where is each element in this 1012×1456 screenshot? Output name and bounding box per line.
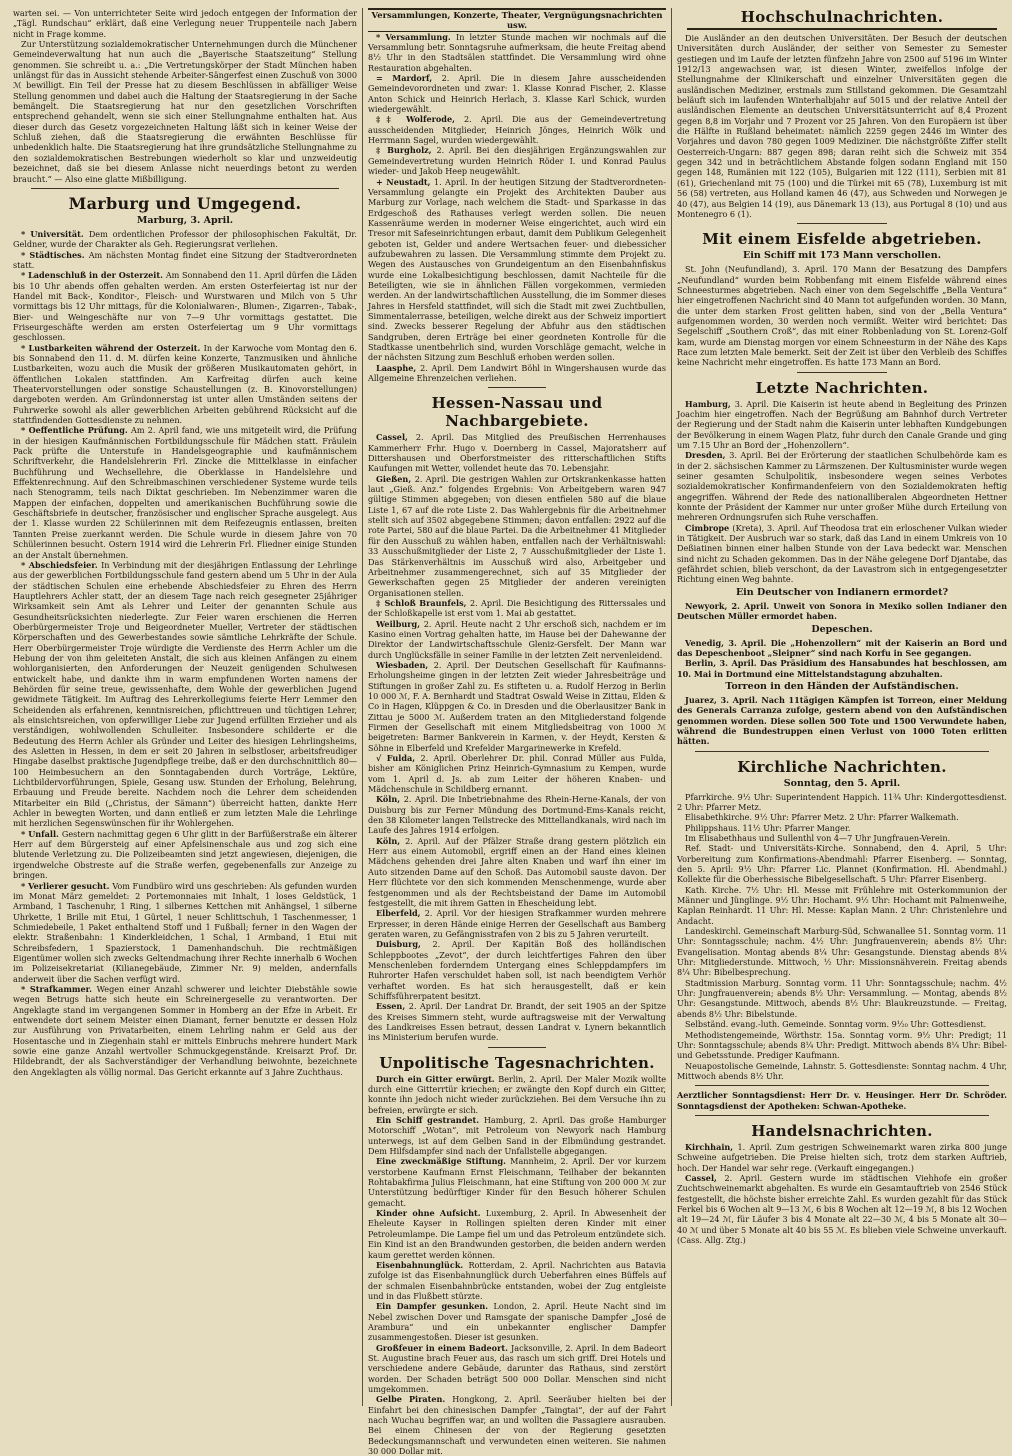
- sonntag-date: Sonntag, den 5. April.: [783, 777, 901, 789]
- item-keyword: * Strafkammer.: [21, 983, 97, 994]
- divider: [695, 1115, 989, 1116]
- item-text: Luxemburg, 2. April. In Abwesenheit der Eheleute Kayser in Rollingen spielten deren Kinder mit einer Petroleumlampe. Die Lampe fiel um und das Petroleum entzündete sich. Ein Kind ist an den Brandwunden gestorben, die beiden andern werden kaum gerettet werden können.: [368, 1208, 667, 1260]
- item-keyword: √ Fulda,: [376, 753, 421, 764]
- dateline: Marburg, 3. April.: [136, 214, 234, 226]
- news-item: [368, 474, 666, 598]
- item-keyword: * Ladenschluß in der Osterzeit.: [21, 270, 166, 281]
- news-item: [13, 881, 357, 984]
- item-text: (Kreta), 3. April. Auf Theodosa trat ein erloschener Vulkan wieder in Tätigkeit. Der Ausbruch war so stark, daß das Land in einem Umkreis von 10 Deßiatinen binnen einer halben Stunde von der Lava bedeckt war. Menschen sind nicht zu Schaden gekommen. Das in der Nähe gelegene Dorf Djantabe, das gefährdet schien, blieb verschont, da der Lavastrom sich in entgegengesetzter Richtung einen Weg bahnte.: [677, 522, 1007, 585]
- item-keyword: ‡ Burgholz,: [376, 145, 437, 156]
- item-text: Am Sonnabend den 11. April dürfen die Läden bis 10 Uhr abends offen gehalten werden. Am ersten Osterfeiertag ist nur der Handel mit Back-, Konditor-, Fleisch- und Wurstwaren und Milch von 5 Uhr vormittags bis 12 Uhr mittags, für die Kolonialwaren-, Blumen-, Zigarren-, Tabak-, Bier- und Weingeschäfte nur von 7—9 Uhr vormittags gestattet. Die Friseurgeschäfte werden am ersten Osterfeiertag um 9 Uhr vormittags geschlossen.: [13, 270, 357, 343]
- news-item: [677, 523, 1007, 585]
- news-item: [13, 229, 357, 250]
- section-title-marburg: Marburg und Umgegend.: [68, 193, 302, 213]
- church-service-item: Pfarrkirche. 9½ Uhr: Superintendent Happich. 11¾ Uhr: Kindergottesdienst. 2 Uhr: Pfarrer Metz.: [677, 791, 1007, 812]
- item-keyword: Wiesbaden,: [376, 659, 434, 670]
- item-keyword: Cimbrope: [685, 522, 733, 533]
- item-keyword: Duisburg,: [376, 939, 433, 950]
- news-item: [368, 1208, 666, 1260]
- daily-news-list: [368, 1074, 666, 1456]
- church-service-item: Stadtmission Marburg. Sonntag vorm. 11 Uhr: Sonntagsschule; nachm. 4½ Uhr: Jungfrauenverein; abends 8½ Uhr: Versammlung. — Montag, abends 8½ Uhr: Gesangstunde. Mittwoch, abends 8½ Uhr: Blaukreuzstunde. — Freitag, abends 8½ Uhr: Bibelstunde.: [677, 977, 1007, 1019]
- item-text: Berlin, 3. April. Das Präsidium des Hansabundes hat beschlossen, am 10. Mai in Dortmund eine Mittelstandstagung abzuhalten.: [677, 658, 1007, 679]
- item-keyword: Großfeuer in einem Badeort.: [376, 1342, 512, 1353]
- item-keyword: ‡ Schloß Braunfels,: [376, 597, 470, 608]
- item-keyword: * Versammlung.: [376, 31, 456, 42]
- item-text: 3. April. Die Kaiserin ist heute abend in Begleitung des Prinzen Joachim hier eingetroffen. Nach der Begrüßung am Bahnhof durch Vertreter der Regierung und der Stadt nahm die Kaiserin unter lebhaften Kundgebungen der Bevölkerung in einem Wagen Platz, fuhr durch den Canale Grande und ging um 7.15 Uhr an Bord der „Hohenzollern“.: [677, 398, 1007, 450]
- news-item: [368, 1115, 666, 1156]
- column-middle: [362, 8, 671, 1456]
- section-title-letzte: Letzte Nachrichten.: [755, 378, 929, 397]
- item-keyword: Ein Schiff gestrandet.: [376, 1115, 484, 1126]
- item-keyword: = Mardorf,: [376, 73, 442, 84]
- item-keyword: Eine zweckmäßige Stiftung.: [376, 1156, 511, 1167]
- divider: [488, 1047, 546, 1048]
- news-item: [368, 836, 666, 908]
- depeschen-heading: Depeschen.: [811, 623, 873, 635]
- news-item: [368, 32, 666, 73]
- hessen-news-list: [368, 432, 666, 1042]
- item-text: Berlin, 2. April. Der Maler Mozik wollte durch eine Gitterrtür kriechen; er zwängte den Kopf durch ein Gitter, konnte ihn jedoch nicht wieder zurückziehen. Bei dem Versuche ihn zu befreien, erwürgte er sich.: [368, 1073, 666, 1115]
- latest-news-list: [677, 399, 1007, 585]
- item-keyword: * Städtisches.: [21, 249, 89, 260]
- section-title-tagesnachrichten: Unpolitische Tagesnachrichten.: [379, 1053, 655, 1072]
- item-text: London, 2. April. Heute Nacht sind im Nebel zwischen Dover und Ramsgate der spanische Dampfer „José de Arambura“ und ein unbekannter englischer Dampfer zusammengestoßen. Dieser ist gesunken.: [368, 1301, 667, 1343]
- item-text: 2. April. Oberlehrer Dr. phil. Conrad Müller aus Fulda, bisher am Königlichen Prinz Heinrich-Gymnasium zu Kempen, wurde vom 1. April d. Js. ab zum Leiter der höheren Knaben- und Mädchenschule in Schildberg ernannt.: [368, 753, 666, 795]
- news-item: [368, 1301, 666, 1342]
- news-item: [368, 908, 666, 939]
- item-text: 2. April. Der Deutschen Gesellschaft für Kaufmanns-Erholungsheime gingen in der letzten Zeit wieder Jahresbeiträge und Stiftungen in großer Zahl zu. Es stifteten u. a. Rudolf Herzog in Berlin 10 000 ℳ, F. A. Bernhardt und Stadtrat Oswald Weise in Zittau, Elden & Co in Hagen, Klüppgen & Co. in Dresden und die Oberlausitzer Bank in Zittau je 5000 ℳ. Außerdem traten an den Mitgliederstand folgende Firmen der Gesellschaft mit einem Mitgliedsbeitrag von 1000 ℳ beigetreten: Barmer Bankverein in Karmen, v. der Heydt, Kersten & Söhne in Elberfeld und Krefelder Margarinewerke in Krefeld.: [368, 659, 667, 753]
- item-keyword: Eisenbahnunglück.: [376, 1259, 469, 1270]
- news-item: [13, 425, 357, 559]
- item-text: 2. April. Der Kapitän Boß des holländischen Schleppbootes „Zevot“, der durch leichtfertiges Fahren den über Menschenleben forderndem Untergang eines Schleppdampfers im Ruhrorter Hafen verschuldet haben soll, ist nach beendigtem Verhör verhaftet worden. Es hat sich herausgestellt, daß er kein Schiffsführerpatent besitzt.: [368, 939, 666, 1001]
- item-keyword: Gelbe Piraten.: [376, 1394, 453, 1405]
- item-text: Vom Fundbüro wird uns geschrieben: Als gefunden wurden im Monat März gemeldet: 2 Portemonnaies mit Inhalt, 1 loses Geldstück, 1 Armband, 1 Taschenuhr, 1 Ring, 1 silbernes Kettchen mit Anhängsel, 1 silberne Uhrkette, 1 Brille mit Etui, 1 Gürtel, 1 neuer Schlittschuh, 1 Taschenmesser, 1 Schmiedebeile, 1 Paket enthaltend Stoff und 1 Fußball; ferner in den Wagen der elektr. Straßenbahn: 1 Kinderkleidchen, 1 Schal, 1 Armband, 1 Etui mit Schreibsfedern, 1 Spazierstock, 1 Damenhandschuh. Die rechtmäßigen Eigentümer wollen sich zwecks Geltendmachung ihrer Rechte innerhalb 6 Wochen im Polizeisekretariat (Kilianegebäude, Zimmer Nr. 9) melden, andernfalls anderweit über die Sachen verfügt wird.: [13, 880, 358, 984]
- item-keyword: * Verlierer gesucht.: [21, 880, 113, 891]
- item-text: In letzter Stunde machen wir nochmals auf die Versammlung betr. Sonntagsruhe aufmerksam, die heute Freitag abend 8½ Uhr in den Stadtsälen stattfindet. Die Versammlung wird ohne Restauration abgehalten.: [368, 31, 666, 73]
- item-keyword: * Lustbarkeiten während der Osterzeit.: [21, 342, 204, 353]
- item-text: Am nächsten Montag findet eine Sitzung der Stadtverordneten statt.: [13, 249, 357, 270]
- section-title-hochschul: Hochschulnachrichten.: [740, 8, 944, 26]
- divider: [797, 223, 887, 224]
- depesche-item: [677, 658, 1007, 679]
- church-services-list: [677, 792, 1007, 1082]
- divider: [797, 372, 887, 373]
- section-title-kirchlich: Kirchliche Nachrichten.: [737, 757, 947, 776]
- item-text: 2. April. Die aus der Gemeindevertretung ausscheidenden Mitglieder, Heinrich Jönges, Heinrich Wölk und Herrmann Sagel, wurden wiedergewählt.: [368, 114, 666, 146]
- item-text: Jacksonville, 2. April. In dem Badeort St. Augustine brach Feuer aus, das rasch um sich griff. Drei Hotels und verschiedene andere Gebäude, darunter das Rathaus, sind zerstört worden. Der Schaden beträgt 500 000 Dollar. Menschen sind nicht umgekommen.: [368, 1342, 666, 1394]
- church-service-item: Neuapostolische Gemeinde, Lahnstr. 5. Gottesdienste: Sonntag nachm. 4 Uhr, Mittwoch abends 8½ Uhr.: [677, 1060, 1007, 1081]
- section-title-handel: Handelsnachrichten.: [751, 1121, 933, 1140]
- eisfeld-paragraph: St. John (Neufundland), 3. April. 170 Mann der Besatzung des Dampfers „Neufundland“ wurden beim Robbenfang mit einem Eisfelde während eines Schneesturmes abgetrieben. Nach einer von dem Segelschiffe „Bella Ventura“ hier eingetroffenen Nachricht sind 40 Mann tot aufgefunden worden. 30 Mann, die unter dem starken Frost gelitten haben, sind von der „Bella Ventura“ aufgenommen worden, 30 werden noch vermißt. Weiter wird berichtet: Das Segelschiff „Southern Croß“, das mit einer Robbenladung von St. Lorenz-Golf kam, wurde am Dienstag morgen vor einem Schneesturm in der Nähe des Kaps Race zum letzten Male bemerkt. Seit der Zeit ist über den Verbleib des Schiffes keine Nachricht mehr eingetroffen. Es hatte 173 Mann an Bord.: [677, 264, 1007, 368]
- item-keyword: + Neustadt,: [376, 176, 434, 187]
- item-text: In Verbindung mit der diesjährigen Entlassung der Lehrlinge aus der gewerblichen Fortbildungsschule fand gestern abend um 5 Uhr in der Aula der städtischen Schulen eine erhebende Abschiedsfeier zu Ehren des Herrn Hauptlehrers Achler statt, der an diesem Tage nach reich gesegneter 25jähriger Wirksamkeit sein Amt als Lehrer und Leiter der genannten Schule aus Gesundheitsrücksichten niederlegte. Zur Feier waren erschienen die Herren Oberbürgermeister Troje und Beigeordneter Mueller, Vertreter der städtischen Körperschaften und des Gewerbestandes sowie sämtliche Lehrkräfte der Schule. Herr Oberbürgermeister Troje würdigte die Verdienste des Herrn Achler um die Hebung der von ihm geleiteten Anstalt, die sich aus kleinen Anfängen zu einem wohlorganisierten, den Anforderungen der Neuzeit genügenden Schulwesen entwickelt habe, und dankte ihm in warm empfundenen Worten namens der Behörden für seine treue, gewissenhafte, dem Wohle der gewerblichen Jugend gewidmete Tätigkeit. Im Auftrag des Lehrerkollegiums feierte Herr Lemmer den Scheidenden als erfahrenen, kenntnisreichen, pflichttreuen und tüchtigen Lehrer, als einsichtsreichen, von opferwilliger Liebe zur Jugend erfüllten Erzieher und als verständigen, wohlwollenden Schulleiter. Insbesondere schilderte er die Bedeutung des Herrn Achler als Gründer und Leiter des hiesigen Lehrlingsheims, des Asletten in Hessen, in dem er seit 20 Jahren in selbstloser, arbeitsfreudiger Hingabe daselbst praktische Jugendpflege treibe, daß er den durchschnittlich 80—100 Heimbesuchern an den Sonntagabenden durch Vorträge, Lektüre, Lichtbildervorführungen, Spiele, Gesang usw. Stunden der Erholung, Belehrung, Erbauung und Freude bereite. Nachdem noch die Lehrer dem scheidenden Mitarbeiter ein Bild („Christus, der Sämann“) überreicht hatten, dankte Herr Achler in bewegten Worten, und dann entließ er zum letzten Male die Lehrlinge mit herzlichen Segenswünschen für ihr Wohlergehen.: [13, 559, 357, 829]
- trade-item: [677, 1142, 1007, 1173]
- item-keyword: Cassel,: [376, 432, 416, 443]
- item-keyword: * Oeffentliche Prüfung.: [21, 425, 132, 436]
- item-text: 2. April. Gestern wurde im städtischen Viehhofe ein großer Zuchtschweinemarkt abgehalten. Es wurde ein Gesamtauftrieb von 2546 Stück festgestellt, die höchste bisher erreichte Zahl. Es wurden gezahlt für das Stück Ferkel bis 6 Wochen alt 9—13 ℳ, 6 bis 8 Wochen alt 12—19 ℳ, 8 bis 12 Wochen alt 19—24 ℳ, für Läufer 3 bis 4 Monate alt 22—30 ℳ, 4 bis 5 Monate alt 30—40 ℳ und über 5 Monate alt 40 bis 55 ℳ. Es blieben viele Schweine unverkauft. (Cass. Allg. Ztg.): [677, 1172, 1007, 1245]
- item-keyword: ‡‡ Wolferode,: [376, 114, 465, 125]
- item-text: Am 2. April fand, wie uns mitgeteilt wird, die Prüfung in der hiesigen Kaufmännischen Fortbildungsschule für Mädchen statt. Fräulein Pack prüfte die Unterstufe in Handelsgeographie und kaufmännischem Schriftverkehr, die Handelslehrerin Frl. Zincke die Mittelklasse in einfacher Buchführung und Wechsellehre, die Oberklasse in Handelslehre und Effektenrechnung. Auf den Schreibmaschinen verschiedener Systeme wurde teils nach Stenogramm, teils nach Diktat geschrieben. Im Nebenzimmer waren die Mappen der einfachen, doppelten und amerikanischen Buchführung sowie die Geschäftsbriefe in deutscher, französischer und englischer Sprache ausgelegt. Aus der 1. Klasse wurden 22 Schülerinnen mit dem Reifezeugnis entlassen, breiten Tannten Preise zuerkannt werden. Die Schule wurde in diesem Jahre von 70 Schülerinnen besucht. Ostern 1914 wird die Lehrerin Frl. Fliedner einige Stunden an der Anstalt übernehmen.: [13, 425, 357, 560]
- item-text: Gestern nachmittag gegen 6 Uhr glitt in der Barfüßerstraße ein älterer Herr auf dem Bürgersteig auf einer Apfelsinenschale aus und zog sich eine blutende Verletzung zu. Die Polizeibeamten sind jetzt angewiesen, diejenigen, die irgendwelche Obstreste auf die Straße werfen, gegebenenfalls zur Anzeige zu bringen.: [13, 828, 357, 881]
- intro-paragraph-1: warten sei. — Von unterrichteter Seite wird jedoch entgegen der Information der „Tägl. Rundschau“ erklärt, daß eine Verlegung neuer Truppenteile nach Jabern nicht in Frage komme.: [13, 8, 357, 39]
- item-keyword: Köln,: [376, 794, 404, 805]
- item-text: 1. April. In der heutigen Sitzung der Stadtverordneten-Versammlung gelangte ein Projekt des Architekten Dauber aus Marburg zur Vorlage, nach welchem die Stadt- und Sparkasse in das Erdgeschoß des Rathauses verlegt werden sollen. Die neuen Kassenräume werden in moderner Weise eingerichtet, auch wird ein Tresor mit Safeseinrichtungen erbaut, damit dem Publikum Gelegenheit geboten ist, Gelder und andere Wertsachen feuer- und diebessicher aufzubewahren zu lassen. Die Versammlung stimmte dem Projekt zu. Wegen des Austausches von Grundeigentum an den Eisenbahnfiskus wurde eine Lokalbesichtigung beschlossen, damit Nachteile für die Beteiligten, wie sie in ähnlichen Fällen vorgekommen, vermieden werden. An der landwirtschaftlichen Ausstellung, die im Sommer dieses Jahres in Hersfeld stattfindet, will sich die Stadt mit zwei Zuchtbullen, Simmentalerrasse, beteiligen, welche direkt aus der Schweiz importiert sind. Zwecks besserer Regelung der Abfuhr aus den städtischen Sandgruben, deren Erträge bei einer geordneten Kontrolle für die Stadtkasse unentbehrlich sind, wurden Vorschläge gemacht, welche in der nächsten Sitzung zum Beschluß erhoben werden sollen.: [368, 176, 667, 363]
- item-keyword: Gießen,: [376, 473, 415, 484]
- church-service-item: Landeskirchl. Gemeinschaft Marburg-Süd, Schwanallee 51. Sonntag vorm. 11 Uhr: Sonntagsschule; nachm. 4½ Uhr: Jungfrauenverein; abends 8½ Uhr: Evangelisation. Montag abends 8¼ Uhr: Gesangstunde. Dienstag abends 8¼ Uhr: Mitgliederstunde. Mittwoch, ½ Uhr: Missionsnähverein. Freitag abends 8¼ Uhr: Bibelbesprechung.: [677, 926, 1007, 978]
- eisfeld-subtitle: Ein Schiff mit 173 Mann verschollen.: [742, 250, 942, 262]
- local-news-list: [368, 32, 666, 384]
- item-keyword: * Unfall.: [21, 828, 62, 839]
- divider: [695, 751, 989, 752]
- news-item: [368, 145, 666, 176]
- item-keyword: Köln,: [376, 835, 406, 846]
- news-item: [368, 363, 666, 384]
- news-item: [13, 560, 357, 829]
- item-keyword: Kirchhain,: [685, 1141, 738, 1152]
- news-item: [368, 1074, 666, 1115]
- item-text: 2. April. Heute nacht 2 Uhr erschoß sich, nachdem er im Kasino einen Vortrag gehalten hatte, im Hause bei der Dahewanne der Direktor der Landwirtschaftsschule Gleniz-Gersfelt. Der Mann war durch Unglücksfälle in seiner Familie in der letzten Zeit nervenleidend.: [368, 618, 666, 660]
- events-header: Versammlungen, Konzerte, Theater, Vergnügungsnachrichten usw.: [368, 8, 666, 32]
- news-item: [368, 1001, 666, 1042]
- item-text: 2. April. Dem Landwirt Böhl in Wingershausen wurde das Allgemeine Ehrenzeichen verliehen.: [368, 362, 666, 384]
- news-item: [13, 250, 357, 271]
- divider: [488, 387, 546, 388]
- church-service-item: Im Elisabethhaus und Sullenthl von 4—7 Uhr Jungfrauen-Verein.: [685, 832, 951, 843]
- section-title-eisfeld: Mit einem Eisfelde abgetrieben.: [702, 230, 982, 249]
- item-keyword: Kinder ohne Aufsicht.: [376, 1208, 486, 1219]
- item-text: 2. April. Vor der hiesigen Strafkammer wurden mehrere Erpresser, in deren Hände einige Herren der Gesellschaft aus Bamberg geraten waren, zu Gefängnisstrafen von 2 bis zu 5 Jahren verurteilt.: [368, 908, 666, 939]
- item-keyword: Essen,: [376, 1001, 409, 1012]
- item-text: 2. April. Auf der Pfälzer Straße drang gestern plötzlich ein Herr aus einem Automobil, ergriff einen an der Hand eines kleinen Mädchens gehenden drei Jahre alten Knaben und warf ihn einer im Auto sitzenden Dame auf den Schoß. Das Automobil sauste davon. Der Herr flüchtete vor den sich kommenden Menschenmenge, wurde aber festgenommen und als der Rechtsbeistand der Dame im Automobil festgestellt, die mit ihrem Gatten in Ehescheidung lebt.: [368, 835, 666, 908]
- item-text: Wegen einer Anzahl schwerer und leichter Diebstähle sowie wegen Betrugs hatte sich heute ein Schreinergeselle zu verantworten. Der Angeklagte stand im vergangenen Sommer in Homberg an der Efze in Arbeit. Er entwendete dort seinem Meister einen Diamant, ferner benutzte er dessen Holz zur Ausführung von Privatarbeiten, einem Lehrling nahm er Geld aus der Hosentasche und in Ziegenhain stahl er mittels Einbruchs mehrere hundert Mark sowie eine ganze Anzahl wertvoller Schmuckgegenstände. Kreisarzt Prof. Dr. Hildebrandt, der als Sachverständiger der Verhandlung beiwohnte, bezeichnete den Angeklagten als völlig normal. Das Gericht erkannte auf 3 Jahre Zuchthaus.: [13, 983, 357, 1077]
- item-text: 2. April. Bei den diesjährigen Ergänzungswahlen zur Gemeindevertretung wurden Heinrich Röder I. und Konrad Paulus wieder- und Jakob Heep neugewählt.: [368, 145, 666, 177]
- news-item: [368, 598, 666, 619]
- church-service-item: Philippshaus. 11½ Uhr: Pfarrer Manger.: [685, 822, 851, 833]
- news-item: [368, 1156, 666, 1208]
- item-text: Venedig, 3. April. Die „Hohenzollern“ mit der Kaiserin an Bord und das Depeschenboot „Sleipner“ sind nach Korfu in See gegangen.: [677, 637, 1007, 658]
- item-text: Rotterdam, 2. April. Nachrichten aus Batavia zufolge ist das Eisenbahnunglück durch Ueberfahren eines Büffels auf der schmalen Eisenbahnbrücke entstanden, wobei der Zug entgleiste und in das Flußbett stürzte.: [368, 1259, 666, 1301]
- news-item: [368, 794, 666, 835]
- item-keyword: Hamburg,: [685, 398, 735, 409]
- divider: [687, 28, 997, 30]
- item-keyword: Ein Dampfer gesunken.: [376, 1301, 494, 1312]
- trade-news-list: [677, 1142, 1007, 1245]
- news-item: [13, 984, 357, 1077]
- news-item: [368, 114, 666, 145]
- divider: [695, 1085, 989, 1086]
- news-item: [368, 432, 666, 473]
- depesche-item: [677, 638, 1007, 659]
- column-left: [8, 8, 362, 1406]
- news-item: [368, 1343, 666, 1395]
- church-service-item: Elisabethkirche. 9½ Uhr: Pfarrer Metz. 2 Uhr: Pfarrer Walkemath.: [685, 812, 959, 823]
- item-keyword: Weilburg,: [376, 618, 424, 629]
- torreon-paragraph: Juarez, 3. April. Nach 11tägigen Kämpfen ist Torreon, einer Meldung des Generals Carranza zufolge, gestern abend von den Aufständischen genommen worden. Diese sollen 500 Tote und 1500 Verwundete haben, während die Bundestruppen einen Verlust von 1000 Toten erlitten hätten.: [677, 694, 1007, 747]
- news-item: [368, 619, 666, 660]
- news-item: [368, 177, 666, 363]
- news-item: [368, 1260, 666, 1301]
- news-item: [368, 753, 666, 794]
- item-text: Mannheim, 2. April. Der vor kurzem verstorbene Kaufmann Ernst Fleischmann, Teilhaber der bekannten Rohtabakfirma Julius Fleischmann, hat eine Stiftung von 200 000 ℳ zur Unterstützung bedürftiger Kinder für den Besuch höherer Schulen gemacht.: [368, 1156, 666, 1208]
- column-right: [671, 8, 1012, 1406]
- item-text: 1. April. Zum gestrigen Schweinemarkt waren zirka 800 junge Schweine aufgetrieben. Die Preise hielten sich, trotz dem starken Auftrieb, hoch. Der Handel war sehr rege. (Verkauft eingegangen.): [677, 1141, 1007, 1173]
- depeschen-list: [677, 638, 1007, 679]
- item-text: Hamburg, 2. April. Das große Hamburger Motorschiff „Wotan“, mit Petroleum von Newyork nach Hamburg unterwegs, ist auf dem Gelben Sand in der Elbmündung gestrandet. Dem Hilfsdampfer sind nach der Unfallstelle abgegangen.: [368, 1115, 666, 1157]
- item-text: 2. April. Der Landrat Dr. Brandt, der seit 1905 an der Spitze des Kreises Simmern steht, wurde auftragsweise mit der Verwaltung des Landkreises Essen betraut, dessen Landrat v. Lynern bekanntlich ins Ministerium berufen wurde.: [368, 1001, 667, 1043]
- item-text: 2. April. Die in diesem Jahre ausscheidenden Gemeindevorordneten und zwar: 1. Klasse Konrad Fischer, 2. Klasse Anton Schick und Heinrich Herlach, 3. Klasse Karl Schick, wurden wiedergewählt.: [368, 73, 666, 115]
- news-item: [368, 939, 666, 1001]
- item-keyword: * Abschiedsfeier.: [21, 559, 102, 570]
- item-text: 2. April. Die Besichtigung des Ritterssales und der Schloßkapelle ist erst vom 1. Mai ab gestattet.: [368, 597, 666, 619]
- item-text: Hongkong, 2. April. Seeräuber hielten bei der Einfahrt bei den chinesischen Dampfer „Taingtai“, der auf der Fahrt nach Wuchau begriffen war, an und wollten die Passagiere ausrauben. Bei einem Chinesen der von der Regierung gesetzten Bedeckungsmannschaft und verwundeten einen weiteren. Sie nahmen 30 000 Dollar mit.: [368, 1394, 666, 1456]
- marburg-news-list: [13, 229, 357, 1077]
- item-text: Dem ordentlichen Professor der philosophischen Fakultät, Dr. Geldner, wurde der Charakter als Geh. Regierungsrat verliehen.: [13, 228, 357, 250]
- item-text: 2. April. Das Mitglied des Preußischen Herrenhauses Kammerherr Frhr. Hugo v. Doernberg in Cassel, Majoratsherr auf Dittershausen und Oberforstmeister des ritterschaftlichen Stifts Kaufungen mit Wetter, vollendet heute das 70. Lebensjahr.: [368, 432, 666, 474]
- church-service-item: Methodistengemeinde, Wörthstr. 15a. Sonntag vorm. 9½ Uhr: Predigt; 11 Uhr: Sonntagsschule; abends 8¼ Uhr: Predigt. Mittwoch abends 8¼ Uhr: Bibel- und Gebetsstunde. Prediger Kaufmann.: [677, 1029, 1007, 1061]
- news-item: [368, 1394, 666, 1456]
- church-service-item: Ref. Stadt- und Universitäts-Kirche. Sonnabend, den 4. April, 5 Uhr: Vorbereitung zum Konfirmations-Abendmahl: Pfarrer Eisenberg. — Sonntag, den 5. April: 9½ Uhr: Pfarrer Lic. Plannet (Konfirmation. Hl. Abendmahl.) Kollekte für die Oberhessische Bibelgesellschaft. 5 Uhr: Pfarrer Eisenberg.: [677, 843, 1007, 885]
- item-keyword: Laasphe,: [376, 362, 421, 373]
- indianer-heading: Ein Deutscher von Indianern ermordet?: [735, 586, 949, 598]
- trade-item: [677, 1173, 1007, 1245]
- item-text: 2. April. Die gestrigen Wahlen zur Ortskrankenkasse hatten laut „Gieß. Anz.“ folgendes Ergebnis: Von Arbeitgebern waren 947 gültige Stimmen abgegeben; von diesen entfielen 580 auf die blaue Liste 1, 67 auf die rote Liste 2. Das Wahlergebnis für die Arbeitnehmer stellt sich auf 3502 abgegebene Stimmen; davon entfallen: 2922 auf die rote Partei, 580 auf die blaue Partei. Da die Arbeitnehmer 41 Mitglieder für den Ausschuß zu wählen haben, entfallen nach der Verhältniswahl: 33 Ausschußmitglieder der Liste 2, 7 Ausschußmitglieder der Liste 1. Das Stärkenverhältnis im Ausschuß wird also, Arbeitgeber und Arbeitnehmer zusammengerechnet, sich auf 35 Mitglieder der Gewerkschaften gegen 25 Mitglieder der anderen vereinigten Organisationen stellen.: [368, 473, 666, 598]
- torreon-heading: Torreon in den Händen der Aufständischen.: [725, 680, 959, 692]
- item-text: 2. April. Die Inbetriebnahme des Rhein-Herne-Kanals, der von Duisburg bis zur Ferner Mündung des Dortmund-Ems-Kanals reicht, den 38 Kilometer langen Teilstrecke des Mittellandkanals, wird nach im Laufe des Jahres 1914 erfolgen.: [368, 794, 666, 836]
- news-item: [677, 450, 1007, 522]
- news-item: [368, 73, 666, 114]
- news-item: [368, 660, 666, 753]
- news-item: [677, 399, 1007, 451]
- section-title-hessen: Hessen-Nassau und Nachbargebiete.: [431, 394, 603, 431]
- church-service-item: Kath. Kirche. 7½ Uhr: Hl. Messe mit Frühlehre mit Osterkommunion der Männer und Jünglinge. 9½ Uhr: Hochamt. 9½ Uhr: Hochamt mit Palmenweihe, Kaplan Reinhardt. 11 Uhr: Hl. Messe: Kaplan Mann. 2 Uhr: Christenlehre und Andacht.: [677, 884, 1007, 926]
- news-item: [13, 829, 357, 881]
- intro-paragraph-2: Zur Unterstützung sozialdemokratischer Unternehmungen durch die Münchener Gemeindeverwaltung hat nun auch die „Bayerische Staatszeitung“ Stellung genommen. Sie schreibt u. a.: „Die Vertretungskörper der Stadt München haben unlängst für das in Aussicht stehende Arbeiter-Sängerfest einen Zuschuß von 3000 ℳ bewilligt. Ein Teil der Presse hat zu diesem Beschlüssen in abfälliger Weise Stellung genommen und dabei auch die Haltung der Staatsregierung in der Sache bemängelt. Die Staatsregierung hat nur den gesetzlichen Vorschriften entsprechend gehandelt, wenn sie sich einer Stellungnahme enthalten hat. Aus dieser durch das Gesetz vorgezeichneten Haltung läßt sich in keiner Weise der Schluß ziehen, daß die Staatsregierung die erwähnten Beschlüsse für unbedenklich halte. Die Staatsregierung hat ihre grundsätzliche Stellungnahme zu den sozialdemokratischen Bestrebungen wiederholt so klar und unzweideutig bezeichnet, daß sie bei diesem Anlasse nicht neuerdings betont zu werden braucht.“ — Also eine glatte Mißbilligung.: [13, 39, 357, 184]
- news-item: [13, 270, 357, 342]
- item-keyword: * Universität.: [21, 228, 89, 239]
- news-item: [13, 343, 357, 426]
- item-text: In der Karwoche vom Montag den 6. bis Sonnabend den 11. d. M. dürfen keine Konzerte, Tanzmusiken und ähnliche Lustbarkeiten, wozu auch die Musik der größeren Musikautomaten gehört, in öffentlichen Lokalen stattfinden. Am Karfreitag dürfen auch keine Theatervorstellungen oder sonstige Schaustellungen (z. B. Kinovorstellungen) dargeboten werden. Am Gründonnerstag ist unter allen Umständen seitens der Fuhrwerke sowohl als aller gewerblichen Arbeiten gebührend Rücksicht auf die stattfindenden Gottesdienste zu nehmen.: [13, 342, 357, 426]
- indianer-paragraph: Newyork, 2. April. Unweit von Sonora in Mexiko sollen Indianer den Deutschen Müller ermordet haben.: [677, 600, 1007, 622]
- divider: [31, 188, 339, 189]
- hochschul-paragraph: Die Ausländer an den deutschen Universitäten. Der Besuch der deutschen Universitäten durch Ausländer, der seither von Semester zu Semester gestiegen und im Laufe der letzten fünfzehn Jahre von 2500 auf 5196 im Winter 1912/13 angewachsen war, ist diesen Winter, zweifellos infolge der Stellungnahme der Klinikerschaft und einzelner Universitäten gegen die ausländischen Mediziner, erstmals zum Stillstand gekommen. Die Gesamtzahl beläuft sich im laufenden Winterhalbjahr auf 5015 und der relative Anteil der ausländischen Elemente an deutschen Universitätsunterricht auf 8,4 Prozent gegen 8,8 im Vorjahr und 7 Prozent vor 25 Jahren. Von den Europäern ist über die Hälfte in Rußland beheimatet: nämlich 2259 gegen 2446 im Winter des Vorjahres und davon 780 gegen 1009 Mediziner. Die nächstgrößte Ziffer stellt Oesterreich-Ungarn: 887 gegen 898; daran reiht sich die Schweiz mit 354 gegen 342 und in beträchtlichem Abstande folgen sodann England mit 150 gegen 148, Rumänien mit 122 (105), Bulgarien mit 122 (111), Serbien mit 81 (61), Griechenland mit 75 (100) und die Türkei mit 65 (78), Luxemburg ist mit 56 (58) vertreten, aus Holland kamen 46 (47), aus Schweden und Norwegen je 40 (47), aus Belgien 14 (19), aus Dänemark 13 (13), aus Portugal 8 (10) und aus Montenegro 6 (1).: [677, 33, 1007, 219]
- item-keyword: Elberfeld,: [376, 908, 425, 919]
- item-text: 3. April. Bei der Erörterung der staatlichen Schulbehörde kam es in der 2. sächsischen Kammer zu Lärmszenen. Der Kultusminister wurde wegen seiner gesamten Schulpolitik, insbesondere wegen seines Verbotes sozialdemokratischer Konfirmandenfeiern von den Sozialdemokraten heftig angegriffen. Während der Rede des nationalliberalen Abgeordneten Hettner konnte der Präsident der Kammer nur unter großer Mühe durch Erteilung von mehreren Ordnungsrufen sich Ruhe verschaffen.: [677, 450, 1008, 523]
- church-service-item: Selbständ. evang.-luth. Gemeinde. Sonntag vorm. 9½₀ Uhr: Gottesdienst.: [685, 1019, 987, 1030]
- item-keyword: Cassel,: [685, 1172, 725, 1183]
- doctors-duty: Aerztlicher Sonntagsdienst: Herr Dr. v. Heusinger. Herr Dr. Schröder. Sonntagsdienst der Apotheken: Schwan-Apotheke.: [677, 1090, 1007, 1111]
- item-keyword: Dresden,: [685, 450, 730, 461]
- item-keyword: Durch ein Gitter erwürgt.: [376, 1073, 499, 1084]
